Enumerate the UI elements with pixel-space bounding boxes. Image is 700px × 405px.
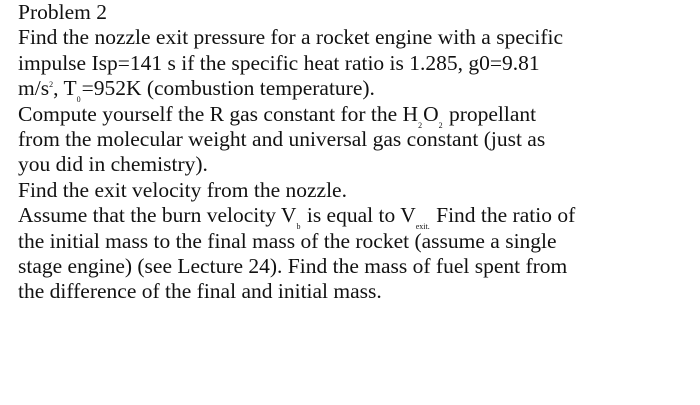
superscript: 2: [49, 80, 54, 90]
text-line: you did in chemistry).: [18, 152, 208, 177]
text-line: Find the nozzle exit pressure for a rocket engine with a specific: [18, 25, 564, 50]
text-line: from the molecular weight and universal gas constant (just as: [18, 126, 546, 151]
text-segment: O: [423, 101, 439, 126]
text-line: the difference of the final and initial mass.: [18, 279, 382, 304]
text-line: impulse Isp=141 s if the specific heat ratio is 1.285, g0=9.81: [18, 50, 540, 75]
text-segment: Find the ratio of: [430, 203, 576, 228]
subscript: 0: [76, 95, 81, 105]
text-line: stage engine) (see Lecture 24). Find the mass of fuel spent from: [18, 253, 568, 278]
text-line: Find the exit velocity from the nozzle.: [18, 177, 347, 202]
text-segment: Compute yourself the R gas constant for the H: [18, 101, 419, 126]
subscript: 2: [438, 120, 443, 130]
text-line: [18, 203, 694, 232]
problem-text: [18, 0, 694, 305]
text-segment: propellant: [443, 101, 537, 126]
subscript: exit.: [415, 222, 430, 232]
text-segment: , T: [53, 76, 77, 101]
text-line: [18, 101, 694, 130]
problem-title: Problem 2: [18, 0, 107, 24]
text-segment: m/s: [18, 76, 50, 101]
subscript: 2: [418, 120, 423, 130]
text-segment: Assume that the burn velocity V: [18, 203, 297, 228]
text-segment: =952K (combustion temperature).: [81, 76, 375, 101]
text-line: the initial mass to the final mass of the rocket (assume a single: [18, 228, 557, 253]
text-line: [18, 76, 694, 105]
subscript: b: [296, 222, 301, 232]
text-segment: is equal to V: [301, 203, 416, 228]
